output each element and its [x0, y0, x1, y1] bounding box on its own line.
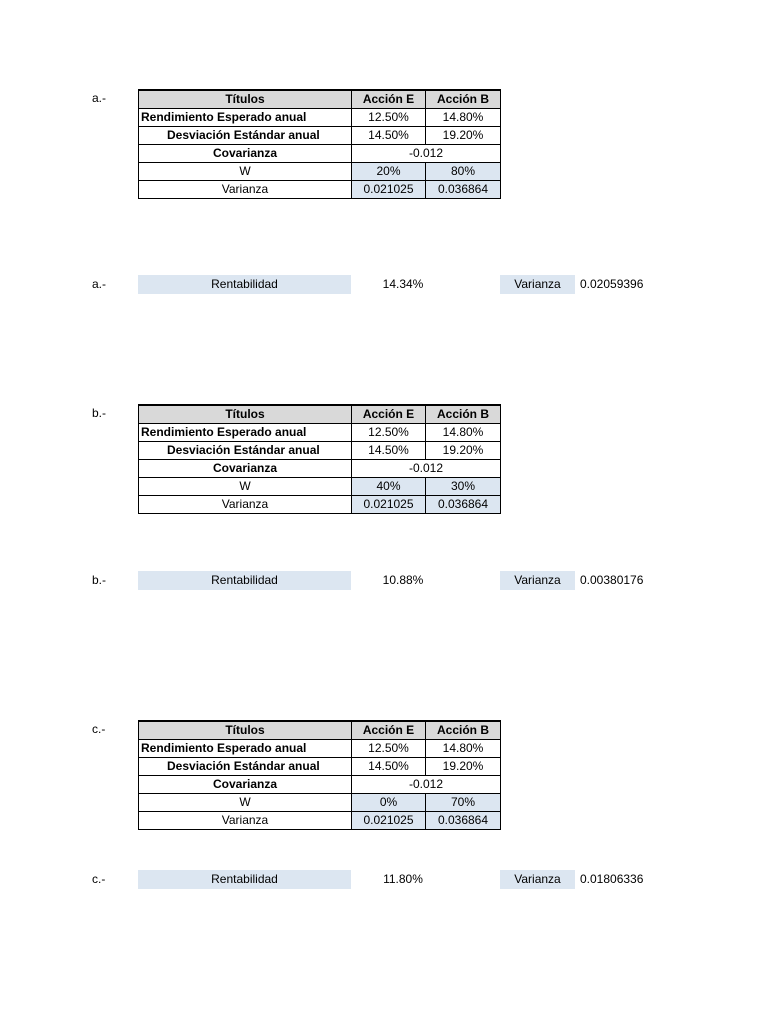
table-row-w	[139, 163, 501, 181]
summary-c	[0, 870, 768, 889]
table-row-w	[139, 794, 501, 812]
table-row-rendimiento	[139, 424, 501, 442]
cell-accion-e: 12.50%	[352, 109, 426, 127]
varianza-label: Varianza	[500, 571, 575, 590]
section-letter: a.-	[92, 91, 107, 105]
row-label: Covarianza	[139, 145, 352, 163]
table-row-varianza	[139, 812, 501, 830]
cell-accion-b: 19.20%	[426, 758, 501, 776]
varianza-value: 0.02059396	[580, 277, 644, 291]
table-row-covarianza	[139, 460, 501, 478]
row-label: Varianza	[139, 496, 352, 514]
header-titulos: Títulos	[139, 721, 352, 740]
summary-letter: a.-	[92, 277, 107, 291]
table-row-varianza	[139, 496, 501, 514]
row-label: Desviación Estándar anual	[139, 127, 352, 145]
summary-b	[0, 571, 768, 590]
cell-accion-b: 30%	[426, 478, 501, 496]
cell-accion-e: 0.021025	[352, 496, 426, 514]
header-accion-e: Acción E	[352, 90, 426, 109]
row-label: Rendimiento Esperado anual	[139, 424, 352, 442]
varianza-value: 0.01806336	[580, 872, 644, 886]
cell-accion-b: 19.20%	[426, 442, 501, 460]
table-header-row	[139, 405, 501, 424]
table-row-rendimiento	[139, 740, 501, 758]
row-label: Covarianza	[139, 776, 352, 794]
portfolio-table	[138, 404, 501, 514]
header-accion-b: Acción B	[426, 405, 501, 424]
cell-accion-e: 0.021025	[352, 181, 426, 199]
cell-accion-b: 14.80%	[426, 740, 501, 758]
row-label: W	[139, 163, 352, 181]
table-row-w	[139, 478, 501, 496]
header-titulos: Títulos	[139, 405, 352, 424]
varianza-value: 0.00380176	[580, 573, 644, 587]
header-accion-e: Acción E	[352, 405, 426, 424]
table-row-desviacion	[139, 758, 501, 776]
table-row-covarianza	[139, 776, 501, 794]
cell-accion-b: 70%	[426, 794, 501, 812]
cell-accion-b: 19.20%	[426, 127, 501, 145]
summary-letter: b.-	[92, 573, 107, 587]
cell-accion-b: 80%	[426, 163, 501, 181]
portfolio-table	[138, 89, 501, 199]
portfolio-table	[138, 720, 501, 830]
rentabilidad-label: Rentabilidad	[138, 870, 351, 889]
table-row-desviacion	[139, 442, 501, 460]
summary-letter: c.-	[92, 872, 106, 886]
cell-accion-e: 40%	[352, 478, 426, 496]
table-header-row	[139, 90, 501, 109]
cell-accion-b: 0.036864	[426, 812, 501, 830]
rentabilidad-label: Rentabilidad	[138, 275, 351, 294]
row-label: Desviación Estándar anual	[139, 442, 352, 460]
cell-accion-e: 0%	[352, 794, 426, 812]
table-row-desviacion	[139, 127, 501, 145]
row-label: Covarianza	[139, 460, 352, 478]
cell-covarianza: -0.012	[352, 145, 501, 163]
rentabilidad-label: Rentabilidad	[138, 571, 351, 590]
cell-accion-e: 14.50%	[352, 442, 426, 460]
cell-accion-e: 14.50%	[352, 758, 426, 776]
rentabilidad-value: 14.34%	[382, 277, 424, 291]
rentabilidad-value: 10.88%	[382, 573, 424, 587]
cell-accion-e: 14.50%	[352, 127, 426, 145]
table-row-covarianza	[139, 145, 501, 163]
section-letter: b.-	[92, 406, 107, 420]
row-label: Rendimiento Esperado anual	[139, 109, 352, 127]
table-header-row	[139, 721, 501, 740]
row-label: Varianza	[139, 181, 352, 199]
row-label: W	[139, 794, 352, 812]
cell-accion-e: 0.021025	[352, 812, 426, 830]
row-label: Desviación Estándar anual	[139, 758, 352, 776]
cell-accion-e: 20%	[352, 163, 426, 181]
header-accion-e: Acción E	[352, 721, 426, 740]
section-letter: c.-	[92, 722, 106, 736]
varianza-label: Varianza	[500, 275, 575, 294]
cell-accion-b: 14.80%	[426, 109, 501, 127]
rentabilidad-value: 11.80%	[383, 872, 423, 886]
cell-accion-b: 0.036864	[426, 181, 501, 199]
row-label: Rendimiento Esperado anual	[139, 740, 352, 758]
cell-covarianza: -0.012	[352, 776, 501, 794]
table-row-rendimiento	[139, 109, 501, 127]
cell-accion-b: 0.036864	[426, 496, 501, 514]
cell-accion-b: 14.80%	[426, 424, 501, 442]
cell-accion-e: 12.50%	[352, 740, 426, 758]
header-accion-b: Acción B	[426, 721, 501, 740]
header-accion-b: Acción B	[426, 90, 501, 109]
row-label: Varianza	[139, 812, 352, 830]
varianza-label: Varianza	[500, 870, 575, 889]
row-label: W	[139, 478, 352, 496]
cell-accion-e: 12.50%	[352, 424, 426, 442]
header-titulos: Títulos	[139, 90, 352, 109]
table-row-varianza	[139, 181, 501, 199]
cell-covarianza: -0.012	[352, 460, 501, 478]
summary-a	[0, 275, 768, 294]
